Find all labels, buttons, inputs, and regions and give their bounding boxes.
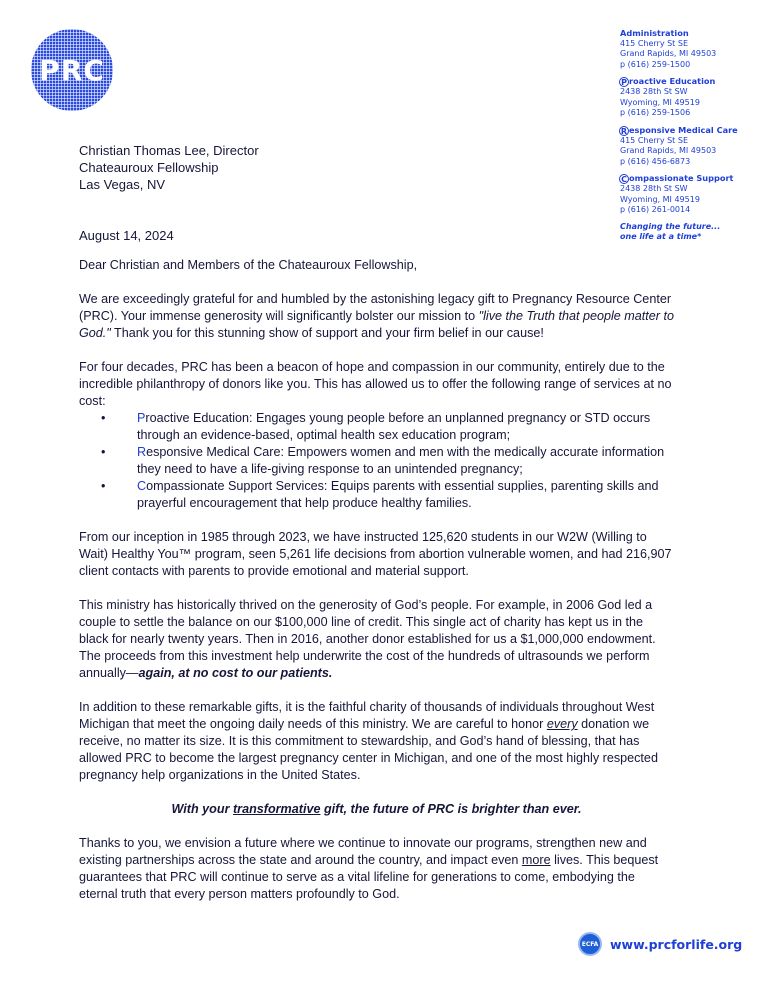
compassionate-phone: p (616) 261-0014 xyxy=(620,205,691,214)
circle-c-icon: C xyxy=(619,174,629,184)
administration-city: Grand Rapids, MI 49503 xyxy=(620,49,717,58)
letter-body xyxy=(79,142,674,903)
mission-quote: "live the Truth that people matter to God." xyxy=(79,309,675,340)
proactive-phone: p (616) 259-1506 xyxy=(620,108,691,117)
administration-phone: p (616) 259-1500 xyxy=(620,59,691,69)
tagline-line-2: one life at a time* xyxy=(620,232,702,241)
paragraph-4: This ministry has historically thrived on the generosity of God’s people. For example, in 2006 God led a couple to settle the balance on our $100,000 line of credit. This single act of charity has kept us in the black for nearly twenty years. Then in 2016, another donor established for us a $1,000,000 endowment. The proceeds from this investment help underwrite the cost of the hundreds of ultrasounds we perform annually—again, at no cost to our patients. xyxy=(79,598,656,680)
prc-logo xyxy=(31,29,113,111)
responsive-street: 415 Cherry St SE xyxy=(620,135,688,145)
tagline-line-1: Changing the future... xyxy=(620,221,721,231)
logo-text: PRC xyxy=(39,53,105,87)
website-link[interactable]: www.prcforlife.org xyxy=(610,936,743,952)
service-item: • Responsive Medical Care: Empowers women and men with the medically accurate information they need to have a life-giving response to an unintended pregnancy; xyxy=(131,444,674,478)
recipient-location: Las Vegas, NV xyxy=(79,177,165,192)
responsive-phone: p (616) 456-6873 xyxy=(620,156,691,166)
centered-statement: With your transformative gift, the future of PRC is brighter than ever. xyxy=(171,802,582,816)
paragraph-3: From our inception in 1985 through 2023, we have instructed 125,620 students in our W2W (Willing to Wait) Healthy You™ program, seen 5,261 life decisions from abortion vulnerable women, and had 216,907 client contacts with parents to provide emotional and material support. xyxy=(79,530,672,578)
compassionate-city: Wyoming, MI 49519 xyxy=(620,194,700,204)
proactive-title: roactive Education xyxy=(629,76,716,86)
compassionate-title: ompassionate Support xyxy=(629,173,734,183)
responsive-city: Grand Rapids, MI 49503 xyxy=(620,146,717,155)
letter-date: August 14, 2024 xyxy=(79,228,174,243)
paragraph-5: In addition to these remarkable gifts, it is the faithful charity of thousands of individuals throughout West Michigan that meet the ongoing daily needs of this ministry. We are careful to honor every donation we receive, no matter its size. It is this commitment to stewardship, and God’s hand of blessing, that has allowed PRC to become the largest pregnancy center in Michigan, and one of the most highly respected pregnancy help organizations in the United States. xyxy=(79,700,658,782)
compassionate-street: 2438 28th St SW xyxy=(620,184,688,193)
service-item: • Proactive Education: Engages young people before an unplanned pregnancy or STD occurs through an evidence-based, optimal health sex education program; xyxy=(131,410,674,444)
recipient-org: Chateauroux Fellowship xyxy=(79,160,219,175)
administration-title: Administration xyxy=(620,28,689,38)
circle-p-icon: P xyxy=(619,77,629,87)
administration-street: 415 Cherry St SE xyxy=(620,38,688,48)
ecfa-badge-icon: ECFA xyxy=(578,932,602,956)
proactive-city: Wyoming, MI 49519 xyxy=(620,97,700,107)
responsive-title: esponsive Medical Care xyxy=(629,124,738,135)
administration-block xyxy=(620,28,760,70)
proactive-street: 2438 28th St SW xyxy=(620,87,688,96)
footer xyxy=(578,932,742,956)
salutation: Dear Christian and Members of the Chateauroux Fellowship, xyxy=(79,258,418,272)
services-list xyxy=(79,410,674,512)
paragraph-2: For four decades, PRC has been a beacon of hope and compassion in our community, entirely due to the incredible philanthropy of donors like you. This has allowed us to offer the following range of services at no cost: xyxy=(79,360,672,408)
recipient-name: Christian Thomas Lee, Director xyxy=(79,143,259,158)
service-item: • Compassionate Support Services: Equips parents with essential supplies, parenting skills and prayerful encouragement that help produce healthy families. xyxy=(131,478,674,512)
paragraph-1: We are exceedingly grateful for and humbled by the astonishing legacy gift to Pregnancy Resource Center (PRC). Your immense generosity will significantly bolster our mission to "live the Truth that people matter to God." Thank you for this stunning show of support and your firm belief in our cause! xyxy=(79,292,675,340)
circle-r-icon: R xyxy=(620,126,628,136)
proactive-block xyxy=(620,76,760,119)
paragraph-6: Thanks to you, we envision a future where we continue to innovate our programs, strengthen new and existing partnerships across the state and around the country, and impact even more lives. This bequest guarantees that PRC will continue to serve as a vital lifeline for generations to come, embodying the eternal truth that every person matters profoundly to God. xyxy=(79,836,659,901)
